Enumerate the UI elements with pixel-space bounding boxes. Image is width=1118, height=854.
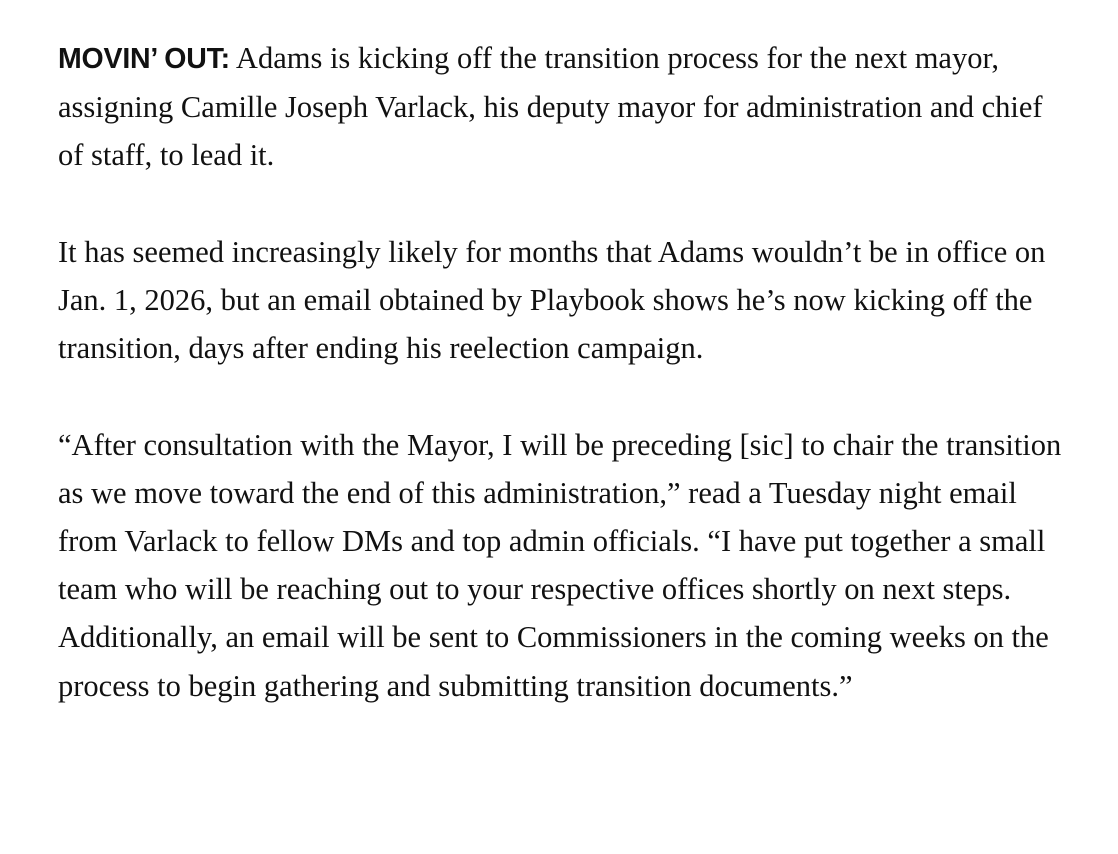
paragraph-movin-out [58,34,1068,180]
section-kicker: MOVIN’ OUT: [58,43,230,75]
paragraph-3-quote: “After consultation with the Mayor, I will be preceding [sic] to chair the transition as we move toward the end of this administration,” read a Tuesday night email from Varlack to fellow DMs and top admin officials. “I have put together a small team who will be reaching out to your respective offices shortly on next steps. Additionally, an email will be sent to Commissioners in the coming weeks on the process to begin gathering and submitting transition documents.” [58,427,1062,703]
article-body [58,34,1068,710]
paragraph-2-text: It has seemed increasingly likely for months that Adams wouldn’t be in office on Jan. 1, 2026, but an email obtained by Playbook shows he’s now kicking off the transition, days after ending his reelection campaign. [58,234,1046,366]
paragraph-1-text: Adams is kicking off the transition process for the next mayor, assigning Camille Joseph Varlack, his deputy mayor for administration and chief of staff, to lead it. [58,41,1043,173]
